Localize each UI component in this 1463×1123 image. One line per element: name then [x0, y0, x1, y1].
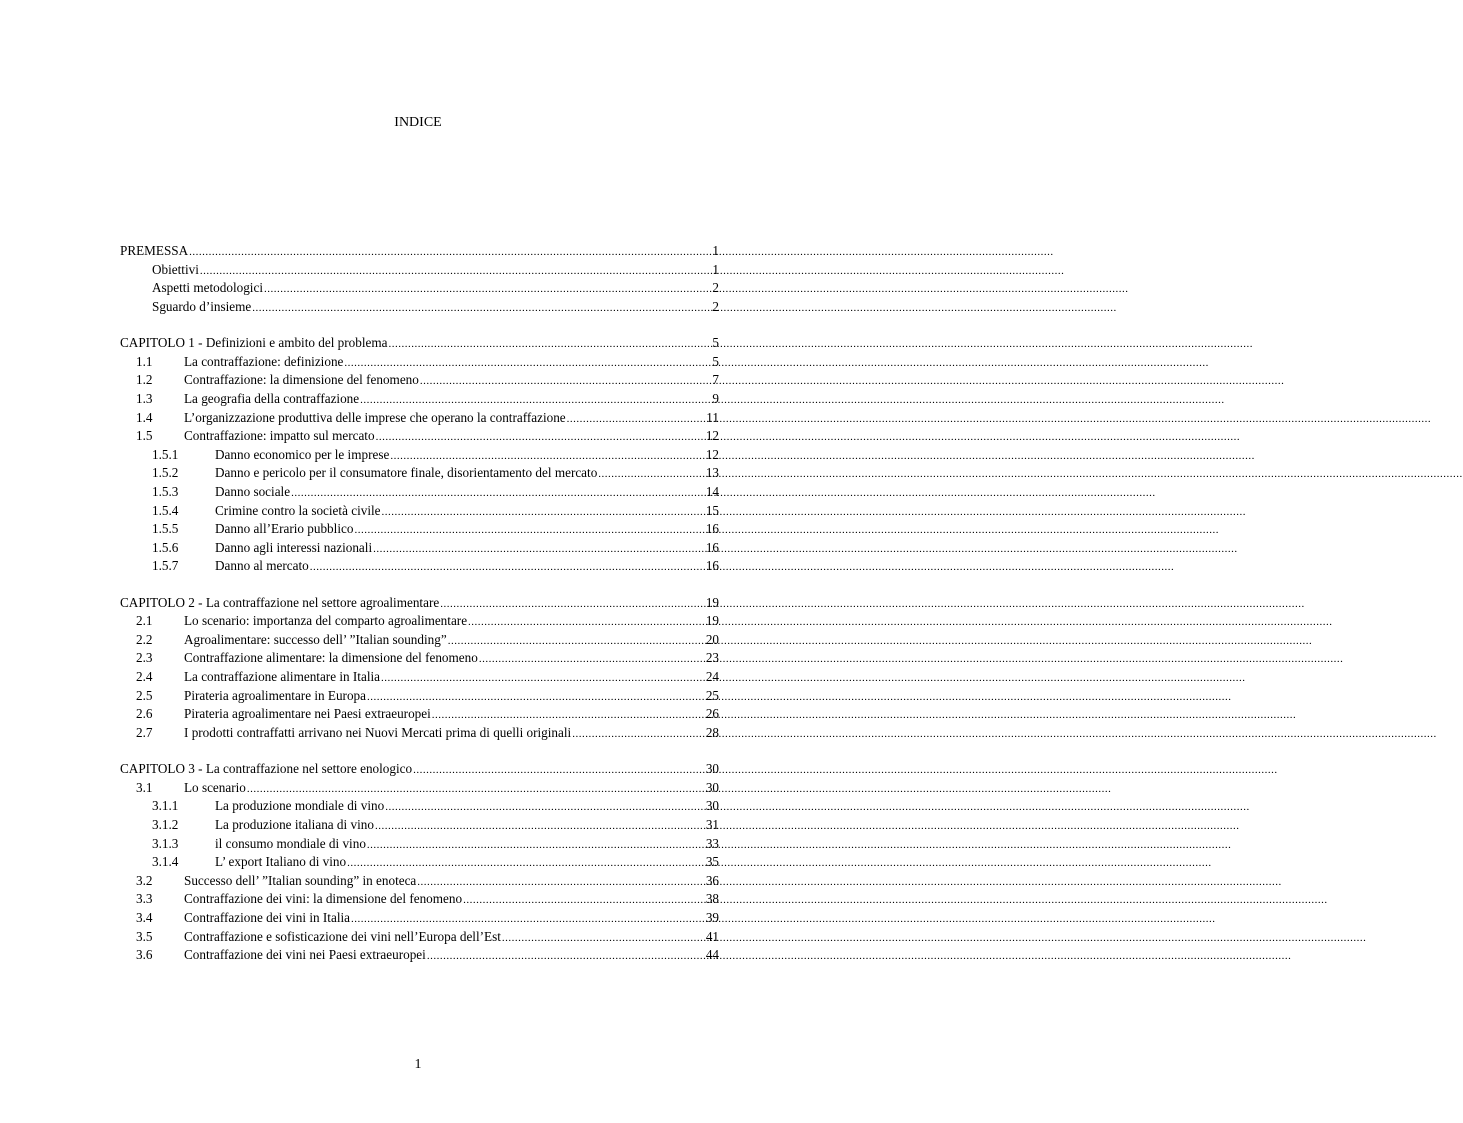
- toc-entry[interactable]: [120, 649, 719, 668]
- toc-leader: [367, 836, 705, 855]
- toc-page-number: 20: [705, 631, 719, 647]
- toc-leader: [390, 447, 705, 466]
- toc-title: Agroalimentare: successo dell’ ”Italian sounding”: [184, 631, 447, 647]
- toc-page-number: 39: [705, 909, 719, 925]
- toc-page-number: 5: [712, 353, 719, 369]
- toc-entry[interactable]: [120, 557, 719, 576]
- toc-leader: [360, 391, 711, 410]
- toc-title: Contraffazione: la dimensione del fenomeno: [184, 372, 419, 388]
- toc-page-number: 25: [705, 687, 719, 703]
- toc-leader: [440, 595, 705, 614]
- toc-page-number: 13: [705, 465, 719, 481]
- toc-page-number: 5: [712, 335, 719, 351]
- toc-leader: [351, 910, 705, 929]
- toc-entry[interactable]: [120, 779, 719, 798]
- toc-title: il consumo mondiale di vino: [215, 835, 366, 851]
- toc-number: 2.1: [136, 613, 153, 629]
- toc-title: Sguardo d’insieme: [152, 298, 252, 314]
- toc-entry[interactable]: [120, 427, 719, 446]
- toc-title: Lo scenario: importanza del comparto agroalimentare: [184, 613, 468, 629]
- toc-leader: [291, 484, 705, 503]
- toc-leader: [189, 243, 711, 262]
- toc-title: Contraffazione alimentare: la dimensione del fenomeno: [184, 650, 478, 666]
- toc-number: 1.5.2: [152, 465, 179, 481]
- toc-entry[interactable]: [120, 334, 719, 353]
- toc-entry[interactable]: [120, 539, 719, 558]
- toc-page-number: 26: [705, 706, 719, 722]
- toc-leader: [375, 817, 705, 836]
- toc-entry[interactable]: [120, 687, 719, 706]
- toc-page-number: 28: [705, 724, 719, 740]
- toc-title: Crimine contro la società civile: [215, 502, 381, 518]
- toc-page-number: 33: [705, 835, 719, 851]
- toc-page-number: 11: [706, 409, 719, 425]
- toc-leader: [344, 354, 711, 373]
- toc-page-number: 38: [705, 891, 719, 907]
- toc-number: 3.1.4: [152, 854, 179, 870]
- toc-leader: [413, 761, 705, 780]
- toc-number: 1.5: [136, 428, 153, 444]
- toc-entry[interactable]: [120, 760, 719, 779]
- toc-title: Lo scenario: [184, 779, 246, 795]
- toc-page-number: 2: [712, 298, 719, 314]
- toc-title: Danno all’Erario pubblico: [215, 521, 354, 537]
- toc-entry[interactable]: [120, 872, 719, 891]
- toc-leader: [598, 465, 705, 484]
- toc-page-number: 30: [705, 779, 719, 795]
- toc-entry[interactable]: [120, 853, 719, 872]
- toc-title: Danno al mercato: [215, 558, 309, 574]
- toc-title: PREMESSA: [120, 243, 189, 258]
- toc-title: Pirateria agroalimentare nei Paesi extraeuropei: [184, 706, 431, 722]
- toc-page-number: 44: [705, 947, 719, 963]
- toc-leader: [247, 780, 705, 799]
- toc-entry[interactable]: [120, 612, 719, 631]
- toc-leader: [264, 280, 711, 299]
- toc-page-number: 16: [705, 539, 719, 555]
- toc-number: 2.3: [136, 650, 153, 666]
- toc-leader: [420, 372, 712, 391]
- toc-leader: [448, 632, 705, 651]
- toc-title: Contraffazione e sofisticazione dei vini nell’Europa dell’Est: [184, 928, 501, 944]
- toc-title: CAPITOLO 1 - Definizioni e ambito del problema: [120, 335, 388, 351]
- toc-page-number: 31: [705, 817, 719, 833]
- toc-leader: [572, 725, 705, 744]
- page-number-footer: 1: [414, 1057, 422, 1072]
- toc-title: La produzione italiana di vino: [215, 817, 374, 833]
- toc-entry[interactable]: [120, 816, 719, 835]
- page-title: INDICE: [394, 115, 442, 130]
- toc-entry[interactable]: [120, 724, 719, 743]
- toc-leader: [468, 613, 705, 632]
- toc-number: 3.2: [136, 872, 153, 888]
- toc-leader: [382, 503, 705, 522]
- toc-title: L’organizzazione produttiva delle imprese che operano la contraffazione: [184, 409, 566, 425]
- table-of-contents: [120, 242, 719, 965]
- toc-page-number: 1: [712, 261, 719, 277]
- toc-title: La contraffazione: definizione: [184, 353, 344, 369]
- toc-title: Contraffazione dei vini: la dimensione del fenomeno: [184, 891, 463, 907]
- toc-entry[interactable]: [120, 390, 719, 409]
- toc-number: 3.1.3: [152, 835, 179, 851]
- toc-entry[interactable]: [120, 409, 719, 428]
- toc-entry[interactable]: [120, 353, 719, 372]
- toc-page-number: 12: [705, 446, 719, 462]
- toc-entry[interactable]: [120, 464, 719, 483]
- toc-number: 2.7: [136, 724, 153, 740]
- toc-leader: [502, 929, 705, 948]
- toc-entry[interactable]: [120, 242, 719, 261]
- toc-page-number: 41: [705, 928, 719, 944]
- toc-entry[interactable]: [120, 261, 719, 280]
- toc-entry[interactable]: [120, 502, 719, 521]
- toc-entry[interactable]: [120, 890, 719, 909]
- toc-page-number: 2: [712, 280, 719, 296]
- toc-title: Contraffazione dei vini nei Paesi extraeuropei: [184, 947, 426, 963]
- toc-page-number: 19: [705, 594, 719, 610]
- toc-number: 3.4: [136, 909, 153, 925]
- toc-leader: [479, 650, 705, 669]
- toc-entry[interactable]: [120, 446, 719, 465]
- toc-leader: [310, 558, 705, 577]
- toc-title: CAPITOLO 3 - La contraffazione nel settore enologico: [120, 761, 413, 777]
- toc-number: 1.5.3: [152, 483, 179, 499]
- toc-title: Aspetti metodologici: [152, 280, 263, 296]
- toc-leader: [432, 706, 705, 725]
- toc-number: 1.1: [136, 353, 153, 369]
- toc-number: 1.5.7: [152, 558, 179, 574]
- toc-title: Danno agli interessi nazionali: [215, 539, 373, 555]
- toc-title: I prodotti contraffatti arrivano nei Nuovi Mercati prima di quelli originali: [184, 724, 572, 740]
- toc-leader: [567, 410, 706, 429]
- toc-number: 3.1.2: [152, 817, 179, 833]
- toc-entry[interactable]: [120, 909, 719, 928]
- toc-number: 2.5: [136, 687, 153, 703]
- toc-entry[interactable]: [120, 594, 719, 613]
- toc-leader: [252, 299, 711, 318]
- toc-title: La geografia della contraffazione: [184, 390, 360, 406]
- toc-entry[interactable]: [120, 520, 719, 539]
- toc-title: Contraffazione dei vini in Italia: [184, 909, 351, 925]
- toc-page-number: 16: [705, 521, 719, 537]
- toc-entry[interactable]: [120, 797, 719, 816]
- toc-page-number: 36: [705, 872, 719, 888]
- toc-page-number: 7: [712, 372, 719, 388]
- toc-leader: [367, 688, 705, 707]
- toc-page-number: 24: [705, 669, 719, 685]
- toc-entry[interactable]: [120, 946, 719, 965]
- toc-leader: [376, 428, 705, 447]
- toc-number: 1.5.4: [152, 502, 179, 518]
- toc-entry[interactable]: [120, 668, 719, 687]
- toc-number: 1.3: [136, 390, 153, 406]
- toc-number: 2.2: [136, 631, 153, 647]
- toc-title: La contraffazione alimentare in Italia: [184, 669, 380, 685]
- toc-entry[interactable]: [120, 279, 719, 298]
- toc-number: 1.4: [136, 409, 153, 425]
- toc-leader: [347, 854, 705, 873]
- toc-number: 3.5: [136, 928, 153, 944]
- toc-page-number: 30: [705, 761, 719, 777]
- toc-leader: [381, 669, 705, 688]
- toc-entry[interactable]: [120, 928, 719, 947]
- toc-number: 3.1.1: [152, 798, 179, 814]
- toc-number: 3.1: [136, 779, 153, 795]
- toc-entry[interactable]: [120, 483, 719, 502]
- toc-title: CAPITOLO 2 - La contraffazione nel settore agroalimentare: [120, 594, 440, 610]
- toc-leader: [427, 947, 705, 966]
- toc-entry[interactable]: [120, 705, 719, 724]
- toc-title: Pirateria agroalimentare in Europa: [184, 687, 366, 703]
- toc-title: Danno sociale: [215, 483, 291, 499]
- toc-number: 1.5.6: [152, 539, 179, 555]
- toc-page-number: 19: [705, 613, 719, 629]
- toc-page-number: 12: [705, 428, 719, 444]
- toc-title: L’ export Italiano di vino: [215, 854, 347, 870]
- toc-title: Successo dell’ ”Italian sounding” in enoteca: [184, 872, 417, 888]
- toc-page-number: 9: [712, 390, 719, 406]
- toc-leader: [354, 521, 704, 540]
- toc-page-number: 1: [712, 243, 719, 258]
- toc-page-number: 23: [705, 650, 719, 666]
- toc-number: 1.5.1: [152, 446, 179, 462]
- toc-title: Danno e pericolo per il consumatore finale, disorientamento del mercato: [215, 465, 598, 481]
- toc-entry[interactable]: [120, 298, 719, 317]
- toc-leader: [388, 335, 711, 354]
- toc-page-number: 15: [705, 502, 719, 518]
- toc-title: Contraffazione: impatto sul mercato: [184, 428, 375, 444]
- toc-number: 3.6: [136, 947, 153, 963]
- toc-title: Danno economico per le imprese: [215, 446, 390, 462]
- toc-leader: [373, 540, 705, 559]
- toc-entry[interactable]: [120, 835, 719, 854]
- toc-page-number: 30: [705, 798, 719, 814]
- toc-title: Obiettivi: [152, 261, 199, 277]
- toc-leader: [200, 262, 712, 281]
- toc-title: La produzione mondiale di vino: [215, 798, 385, 814]
- toc-entry[interactable]: [120, 371, 719, 390]
- toc-number: 1.2: [136, 372, 153, 388]
- toc-page-number: 16: [705, 558, 719, 574]
- toc-number: 2.4: [136, 669, 153, 685]
- toc-page-number: 14: [705, 483, 719, 499]
- toc-number: 1.5.5: [152, 521, 179, 537]
- toc-page-number: 35: [705, 854, 719, 870]
- toc-leader: [463, 891, 705, 910]
- toc-number: 3.3: [136, 891, 153, 907]
- toc-leader: [385, 798, 705, 817]
- toc-entry[interactable]: [120, 631, 719, 650]
- toc-leader: [417, 873, 705, 892]
- toc-number: 2.6: [136, 706, 153, 722]
